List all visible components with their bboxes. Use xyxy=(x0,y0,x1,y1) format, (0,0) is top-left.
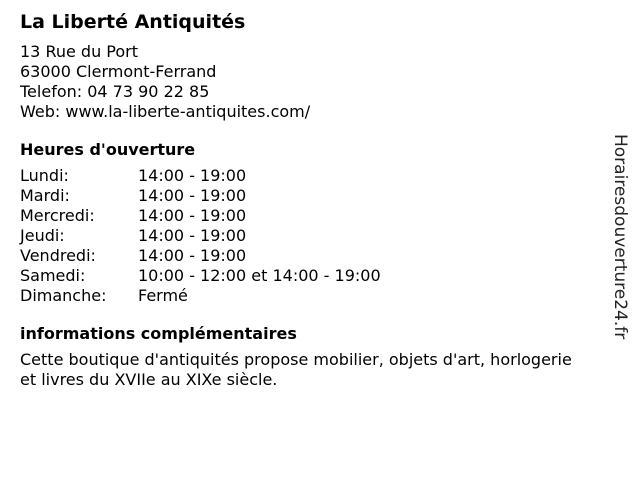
hours-day-label: Jeudi: xyxy=(20,226,65,245)
opening-hours-table xyxy=(20,166,580,306)
address-block xyxy=(20,42,580,122)
hours-time-value: Fermé xyxy=(138,286,188,305)
hours-day-label: Dimanche: xyxy=(20,286,107,305)
hours-day-label: Vendredi: xyxy=(20,246,96,265)
hours-time-value: 14:00 - 19:00 xyxy=(138,166,247,185)
hours-day-label: Lundi: xyxy=(20,166,69,185)
phone-line: Telefon: 04 73 90 22 85 xyxy=(20,82,210,101)
street-address: 13 Rue du Port xyxy=(20,42,139,61)
hours-day-label: Mercredi: xyxy=(20,206,95,225)
additional-info-heading: informations complémentaires xyxy=(20,324,297,343)
hours-time-value: 14:00 - 19:00 xyxy=(138,226,247,245)
hours-row-saturday xyxy=(20,266,580,286)
opening-hours-heading: Heures d'ouverture xyxy=(20,140,196,159)
hours-row-monday xyxy=(20,166,580,186)
hours-time-value: 14:00 - 19:00 xyxy=(138,186,247,205)
city-postal: 63000 Clermont-Ferrand xyxy=(20,62,217,81)
hours-day-label: Mardi: xyxy=(20,186,70,205)
hours-row-wednesday xyxy=(20,206,580,226)
hours-time-value: 10:00 - 12:00 et 14:00 - 19:00 xyxy=(138,266,381,285)
business-card xyxy=(20,10,580,390)
hours-row-friday xyxy=(20,246,580,266)
site-watermark: Horairesdouverture24.fr xyxy=(610,134,630,340)
hours-row-tuesday xyxy=(20,186,580,206)
hours-row-thursday xyxy=(20,226,580,246)
hours-day-label: Samedi: xyxy=(20,266,86,285)
shop-description: Cette boutique d'antiquités propose mobilier, objets d'art, horlogerie et livres du XVIIe au XIXe siècle. xyxy=(20,350,572,389)
website-line: Web: www.la-liberte-antiquites.com/ xyxy=(20,102,311,121)
business-name: La Liberté Antiquités xyxy=(20,11,246,33)
hours-time-value: 14:00 - 19:00 xyxy=(138,206,247,225)
hours-time-value: 14:00 - 19:00 xyxy=(138,246,247,265)
hours-row-sunday xyxy=(20,286,580,306)
